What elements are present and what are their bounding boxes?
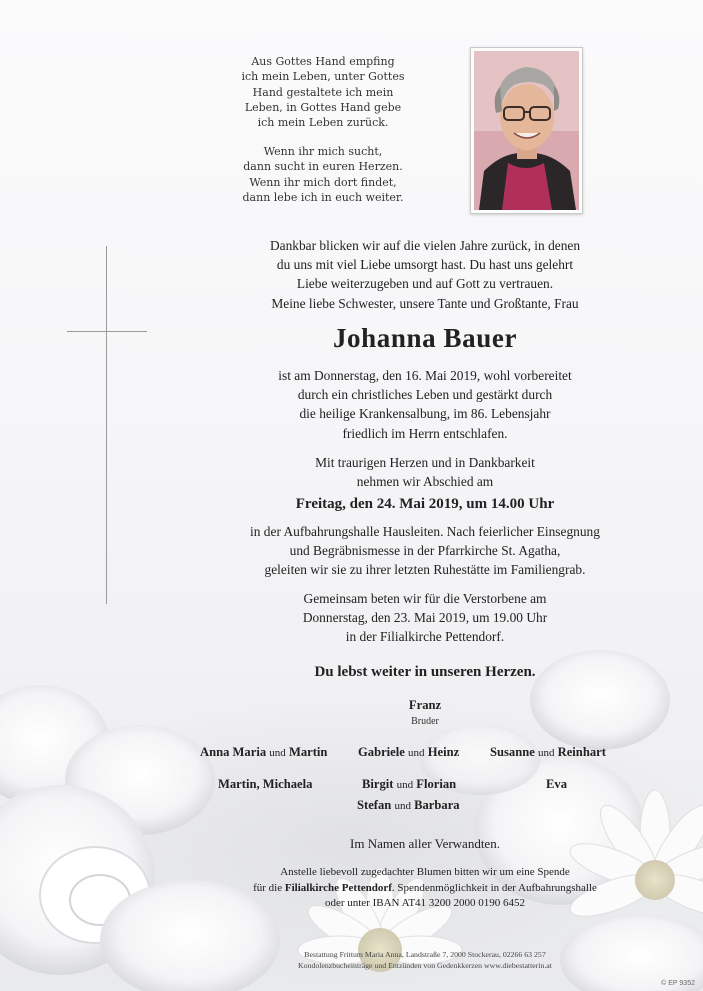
donation-line bbox=[150, 881, 700, 897]
conjunction: und bbox=[396, 779, 414, 791]
verse-line: Aus Gottes Hand empfing bbox=[251, 55, 395, 68]
print-code: © EP 9352 bbox=[661, 980, 695, 987]
deceased-name: Johanna Bauer bbox=[332, 323, 518, 353]
details-line: geleiten wir sie zu ihrer letzten Ruhestätte im Familiengrab. bbox=[264, 562, 586, 578]
verse-stanza-2 bbox=[228, 144, 418, 205]
details-line: in der Aufbahrungshalle Hausleiten. Nach feierlicher Einsegnung bbox=[250, 524, 600, 539]
footer bbox=[150, 950, 700, 971]
mourner-name: Stefan bbox=[357, 798, 392, 812]
funeral-details bbox=[150, 522, 700, 580]
conjunction: und bbox=[408, 747, 425, 759]
notice-line: friedlich im Herrn entschlafen. bbox=[342, 425, 508, 441]
prayer-info bbox=[150, 589, 700, 647]
notice-line: ist am Donnerstag, den 16. Mai 2019, wohl vorbereitet bbox=[278, 368, 572, 383]
brother-name: Franz bbox=[408, 698, 442, 712]
cross-horizontal-line bbox=[67, 331, 147, 332]
verse-line: Leben, in Gottes Hand gebe bbox=[244, 100, 402, 114]
intro-text bbox=[150, 236, 700, 313]
notice-line: durch ein christliches Leben und gestärkt durch bbox=[297, 387, 553, 403]
intro-line: Liebe weiterzugeben und auf Gott zu vertrauen. bbox=[296, 276, 554, 292]
verse-line: ich mein Leben, unter Gottes bbox=[241, 70, 405, 84]
donation-iban: oder unter IBAN AT41 3200 2000 0190 6452 bbox=[324, 897, 526, 909]
mourner-row2-left: Martin, Michaela bbox=[218, 777, 313, 791]
prayer-line: Donnerstag, den 23. Mai 2019, um 19.00 Uhr bbox=[302, 610, 548, 626]
farewell-line: nehmen wir Abschied am bbox=[356, 474, 494, 490]
verse-stanza-1 bbox=[228, 54, 418, 130]
closing-line: Im Namen aller Verwandten. bbox=[350, 836, 500, 851]
mourner-pair-3 bbox=[490, 745, 606, 760]
verse-line: dann sucht in euren Herzen. bbox=[243, 160, 403, 174]
conjunction: und bbox=[394, 800, 411, 812]
donation-line: Anstelle liebevoll zugedachter Blumen bitten wir um eine Spende bbox=[280, 866, 570, 878]
mourner-pair-2 bbox=[358, 745, 459, 760]
motto: Du lebst weiter in unseren Herzen. bbox=[314, 664, 536, 680]
prayer-line: in der Filialkirche Pettendorf. bbox=[345, 629, 505, 645]
mourner-name: Birgit bbox=[362, 777, 394, 791]
details-line: und Begräbnismesse in der Pfarrkirche St. Agatha, bbox=[289, 543, 561, 559]
mourner-row2-mid bbox=[362, 777, 456, 792]
mourner-name: Susanne bbox=[490, 745, 535, 759]
cross-vertical-line bbox=[106, 246, 107, 604]
verse-line: ich mein Leben zurück. bbox=[257, 116, 389, 130]
mourner-row2-right: Eva bbox=[546, 777, 567, 791]
footer-line: Bestattung Frittum Maria Anna, Landstraße 7, 2000 Stockerau, 02266 63 257 bbox=[304, 950, 546, 959]
farewell-line: Mit traurigen Herzen und in Dankbarkeit bbox=[315, 455, 535, 470]
donation-text: für die bbox=[253, 881, 285, 894]
donation-recipient: Filialkirche Pettendorf bbox=[284, 881, 392, 894]
verse-line: Hand gestaltete ich mein bbox=[252, 85, 394, 99]
mourner-name: Reinhart bbox=[557, 745, 606, 759]
footer-line: Kondolenzbucheinträge und Entzünden von Gedenkkerzen www.diebestatterin.at bbox=[298, 960, 552, 970]
mourner-name: Gabriele bbox=[358, 745, 405, 759]
intro-line: du uns mit viel Liebe umsorgt hast. Du hast uns gelehrt bbox=[276, 257, 574, 273]
death-notice bbox=[150, 366, 700, 443]
portrait-image bbox=[474, 51, 579, 210]
notice-line: die heilige Krankensalbung, im 86. Lebensjahr bbox=[299, 406, 551, 422]
funeral-date: Freitag, den 24. Mai 2019, um 14.00 Uhr bbox=[295, 496, 555, 512]
brother-label: Bruder bbox=[411, 716, 439, 727]
donation-text: . Spendenmöglichkeit in der Aufbahrungshalle bbox=[391, 881, 597, 894]
mourner-name: Heinz bbox=[427, 745, 460, 759]
mourner-name: Florian bbox=[416, 777, 457, 791]
verse-line: Wenn ihr mich sucht, bbox=[263, 145, 383, 158]
donation-note bbox=[150, 865, 700, 912]
intro-line: Meine liebe Schwester, unsere Tante und Großtante, Frau bbox=[271, 295, 579, 311]
conjunction: und bbox=[269, 747, 286, 759]
conjunction: und bbox=[537, 747, 555, 759]
mourner-row3 bbox=[357, 798, 460, 813]
verse-line: Wenn ihr mich dort findet, bbox=[249, 175, 397, 189]
mourner-name: Anna Maria bbox=[200, 745, 267, 759]
mourner-brother bbox=[150, 698, 700, 713]
intro-line: Dankbar blicken wir auf die vielen Jahre zurück, in denen bbox=[269, 238, 581, 253]
mourner-name: Martin bbox=[288, 745, 328, 759]
farewell-text bbox=[150, 453, 700, 491]
verse-line: dann lebe ich in euch weiter. bbox=[242, 190, 404, 204]
prayer-line: Gemeinsam beten wir für die Verstorbene am bbox=[303, 591, 547, 606]
mourner-pair-1 bbox=[200, 745, 327, 760]
portrait-photo bbox=[470, 47, 583, 214]
mourner-name: Barbara bbox=[414, 798, 460, 812]
